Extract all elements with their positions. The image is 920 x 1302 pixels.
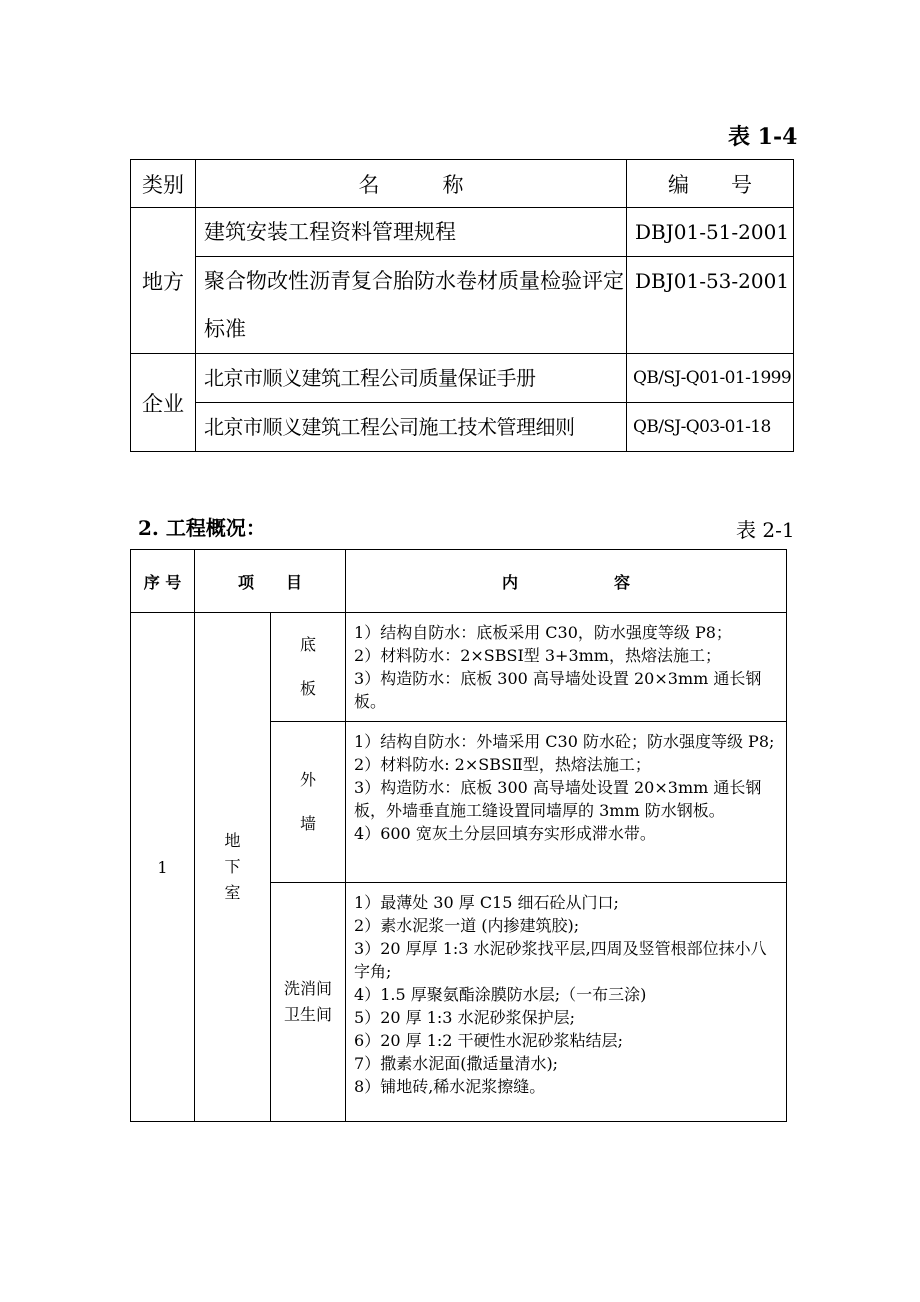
part-label: 外墙 xyxy=(300,770,317,833)
standard-code: QB/SJ-Q01-01-1999 xyxy=(627,354,794,403)
content-line: 6）20 厚 1:2 干硬性水泥砂浆粘结层; xyxy=(354,1031,623,1050)
category-basement xyxy=(195,613,271,1122)
table-2-1-label: 表 2-1 xyxy=(736,518,795,542)
seq-number: 1 xyxy=(131,613,195,1122)
content-line: 3）构造防水：底板 300 高导墙处设置 20×3mm 通长钢板，外墙垂直施工缝设置同墙厚的 3mm 防水钢板。 xyxy=(354,778,762,820)
part-label: 底板 xyxy=(300,635,317,698)
content-cell xyxy=(346,613,787,722)
content-cell xyxy=(346,883,787,1122)
header-item: 项 目 xyxy=(195,550,346,613)
content-line: 1）最薄处 30 厚 C15 细石砼从门口; xyxy=(354,893,619,912)
standard-name: 聚合物改性沥青复合胎防水卷材质量检验评定标准 xyxy=(196,257,627,354)
content-line: 2）素水泥浆一道 (内掺建筑胶); xyxy=(354,916,580,935)
content-line: 4）1.5 厚聚氨酯涂膜防水层;（一布三涂) xyxy=(354,985,647,1004)
content-line: 7）撒素水泥面(撒适量清水); xyxy=(354,1054,559,1073)
content-line: 3）20 厚厚 1:3 水泥砂浆找平层,四周及竖管根部位抹小八字角; xyxy=(354,939,767,981)
part-label: 洗消间卫生间 xyxy=(284,979,333,1024)
content-line: 1）结构自防水：底板采用 C30，防水强度等级 P8； xyxy=(354,623,732,642)
standard-name: 建筑安装工程资料管理规程 xyxy=(196,208,627,257)
content-cell xyxy=(346,722,787,883)
standard-name: 北京市顺义建筑工程公司质量保证手册 xyxy=(196,354,627,403)
table-1-4-label: 表 1-4 xyxy=(728,124,798,150)
content-line: 1）结构自防水：外墙采用 C30 防水砼；防水强度等级 P8; xyxy=(354,732,775,751)
header-category: 类别 xyxy=(131,160,196,208)
content-line: 2）材料防水: 2×SBSⅡ型，热熔法施工； xyxy=(354,755,651,774)
part-cell xyxy=(271,722,346,883)
standard-name: 北京市顺义建筑工程公司施工技术管理细则 xyxy=(196,403,627,452)
header-content: 内 容 xyxy=(346,550,787,613)
header-seq: 序 号 xyxy=(131,550,195,613)
table-header-row xyxy=(131,160,794,208)
standard-code: DBJ01-53-2001 xyxy=(627,257,794,354)
header-name: 名 称 xyxy=(196,160,627,208)
category-local: 地方 xyxy=(131,208,196,354)
content-line: 5）20 厚 1:3 水泥砂浆保护层; xyxy=(354,1008,575,1027)
category-enterprise: 企业 xyxy=(131,354,196,452)
table-row xyxy=(131,403,794,452)
part-cell xyxy=(271,613,346,722)
part-cell xyxy=(271,883,346,1122)
category-text: 地下室 xyxy=(224,831,241,902)
standards-table xyxy=(130,159,794,452)
standard-code: DBJ01-51-2001 xyxy=(627,208,794,257)
table-row xyxy=(131,208,794,257)
standard-code: QB/SJ-Q03-01-18 xyxy=(627,403,794,452)
table-row xyxy=(131,354,794,403)
table-row xyxy=(131,257,794,354)
content-line: 3）构造防水：底板 300 高导墙处设置 20×3mm 通长钢板。 xyxy=(354,669,762,711)
table-header-row xyxy=(131,550,787,613)
project-overview-table xyxy=(130,549,787,1122)
content-line: 4）600 宽灰土分层回填夯实形成滞水带。 xyxy=(354,824,656,843)
section-title: 2. 工程概况： xyxy=(138,516,266,540)
table-row xyxy=(131,613,787,722)
content-line: 2）材料防水：2×SBSⅠ型 3+3mm，热熔法施工； xyxy=(354,646,721,665)
header-code: 编 号 xyxy=(627,160,794,208)
content-line: 8）铺地砖,稀水泥浆擦缝。 xyxy=(354,1077,546,1096)
